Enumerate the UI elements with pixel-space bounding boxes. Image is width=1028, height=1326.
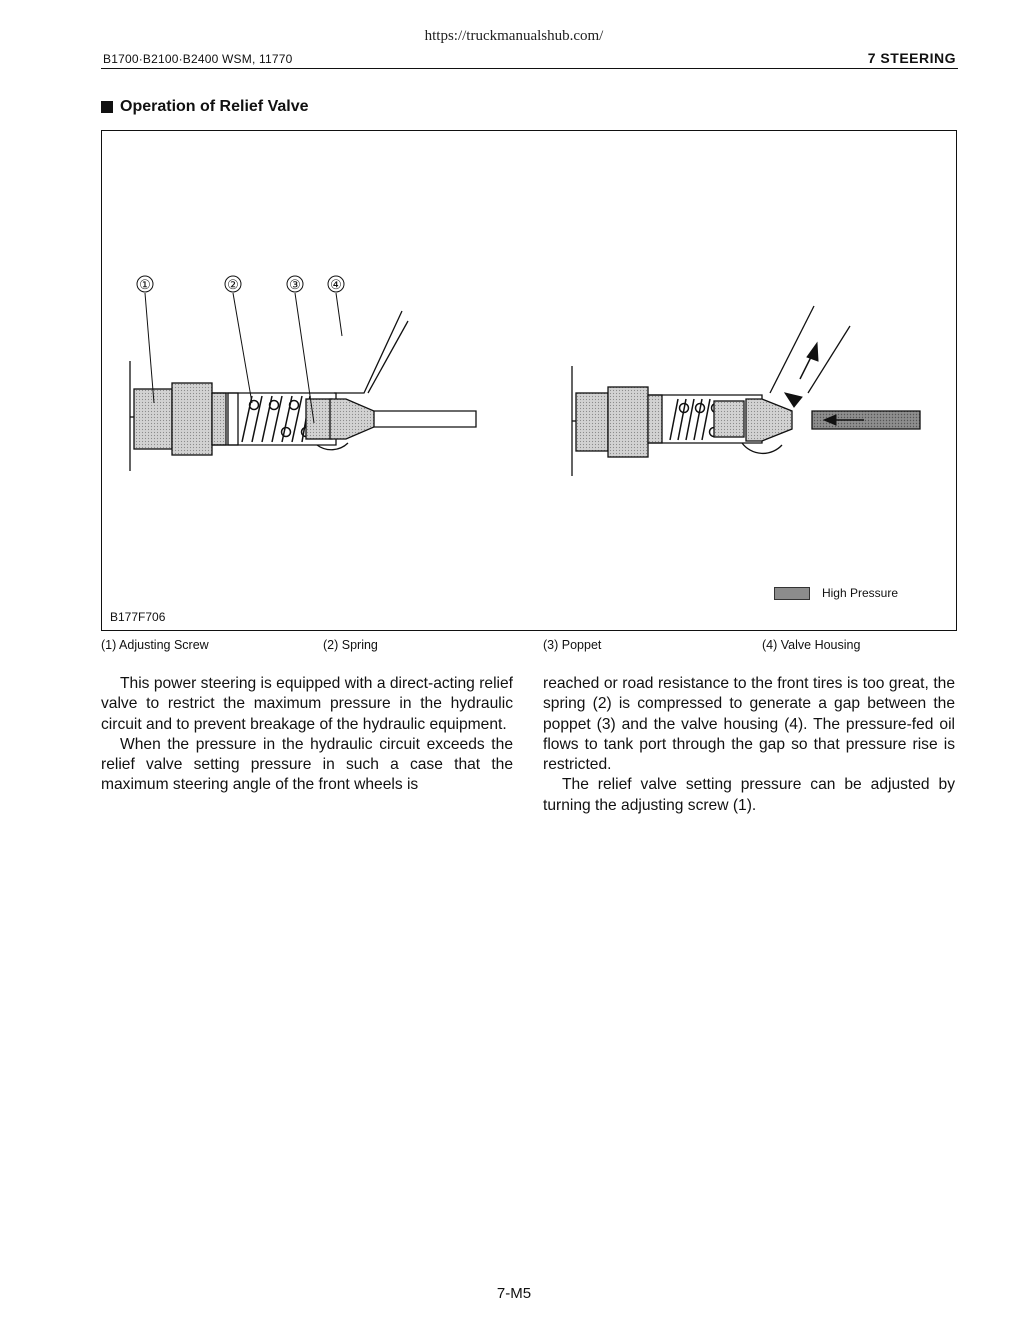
section-title-text: Operation of Relief Valve	[120, 98, 309, 115]
callout-3: ③	[289, 278, 301, 293]
source-url: https://truckmanualshub.com/	[424, 28, 604, 44]
section-bullet-icon	[101, 101, 113, 113]
body-column-right	[543, 674, 955, 816]
caption-spring: (2) Spring	[323, 638, 378, 652]
callout-4: ④	[330, 278, 342, 293]
valve-closed-drawing	[130, 311, 476, 471]
caption-valve-housing: (4) Valve Housing	[762, 638, 861, 652]
paragraph: The relief valve setting pressure can be adjusted by turning the adjusting screw (1).	[543, 776, 955, 814]
legend-label: High Pressure	[821, 586, 898, 600]
body-column-left	[101, 674, 513, 796]
figure-code: B177F706	[110, 610, 166, 624]
header-rule	[101, 68, 958, 69]
paragraph: When the pressure in the hydraulic circuit exceeds the relief valve setting pressure in such a case that the maximum steering angle of the front wheels is	[101, 735, 513, 794]
paragraph: reached or road resistance to the front tires is too great, the spring (2) is compressed to generate a gap between the poppet (3) and the valve housing (4). The pressure-fed oil flows to tank port through the gap so that pressure rise is restricted.	[543, 675, 955, 774]
caption-poppet: (3) Poppet	[543, 638, 602, 652]
valve-relieving-drawing	[572, 306, 920, 476]
legend	[774, 586, 898, 600]
figure-captions	[101, 638, 957, 656]
page-number: 7-M5	[496, 1285, 532, 1302]
relief-valve-figure	[101, 130, 957, 631]
high-pressure-swatch	[774, 587, 810, 600]
header-chapter-title: 7 STEERING	[867, 50, 956, 66]
relief-valve-diagram	[102, 131, 958, 632]
caption-adjusting-screw: (1) Adjusting Screw	[101, 638, 209, 652]
paragraph: This power steering is equipped with a direct-acting relief valve to restrict the maximum pressure in the hydraulic circuit and to prevent breakage of the hydraulic equipment.	[101, 675, 513, 733]
callout-1: ①	[139, 278, 151, 293]
callout-2: ②	[227, 278, 239, 293]
header-model-text: B1700·B2100·B2400 WSM, 11770	[103, 52, 293, 66]
section-title	[101, 98, 309, 116]
